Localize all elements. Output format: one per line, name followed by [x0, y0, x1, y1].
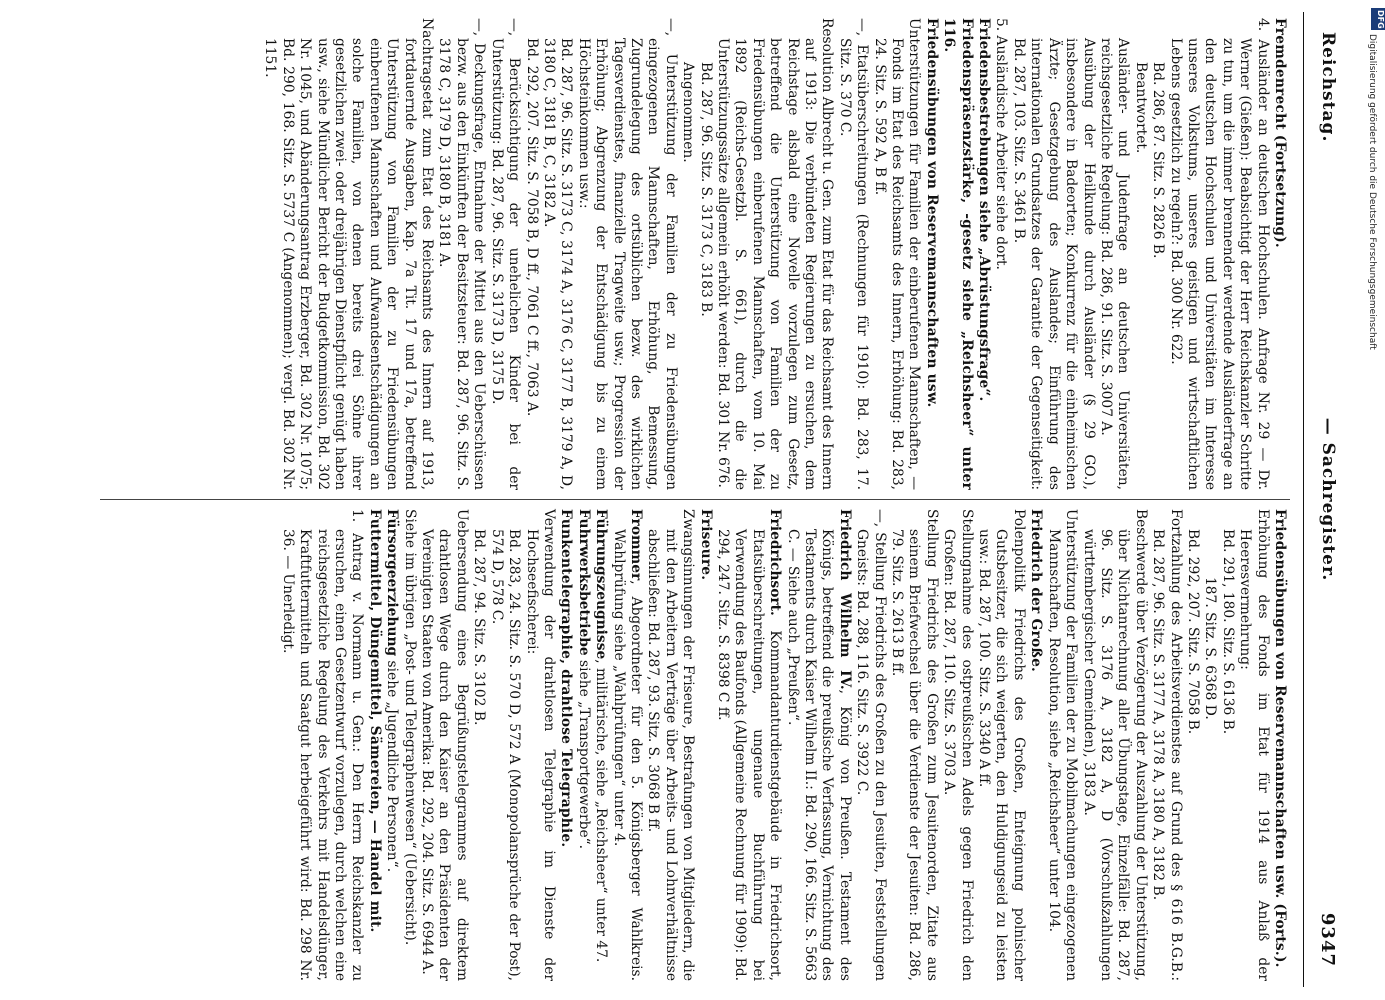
index-entry: Führungszeugnisse, militärische, siehe „Reichsheer“ unter 47.: [593, 509, 610, 963]
entry-heading: Futtermittel, Düngemittel, Sämereien, — Handel mit.: [366, 509, 383, 933]
index-entry: Beantwortet.: [1132, 62, 1149, 154]
entry-heading: Funkentelegraphie, drahtlose Telegraphie.: [558, 509, 575, 848]
index-entry: Nachtragsetat zum Etat des Reichsamts des Innern auf 1913, fortdauernde Ausgaben, Kap. 7a Tit. 17 und 17a, betreffend Unterstützung von Familien der zu Friedensübungen einberufenen Mannschaften und Aufwandsentschädigungen an solche Familien, von denen bereits drei Söhne ihrer gesetzlichen zwei- oder dreijährigen Dienstpflicht genügt haben usw., siehe Mündlicher Bericht der Budgetkommission, Bd. 302 Nr. 1045, und Abänderungsantrag Erzberger, Bd. 302 Nr. 1075; Bd. 290, 168. Sitz. S. 5737 C (Angenommen); vergl. Bd. 302 Nr. 1151.: [262, 18, 436, 490]
index-entry: Fortzahlung des Arbeitsverdienstes auf Grund des § 616 B.G.B.: Bd. 287, 96. Sitz. S. 3177 A, 3178 A, 3180 A, 3182 B.: [1150, 509, 1184, 981]
index-entry: Zwangsinnungen der Friseure, Bestrafungen von Mitgliedern, die mit den Arbeitern Verträge über Arbeits- und Lohnverhältnisse abschließen: Bd. 287, 93. Sitz. S. 3068 B ff.: [645, 509, 697, 981]
entry-heading: Friedrich der Große.: [1028, 509, 1045, 673]
index-entry: —, Berücksichtigung der unehelichen Kinder bei der Unterstützung: Bd. 287, 96. Sitz. S. 3173 D, 3175 D.: [488, 18, 523, 490]
index-entry: Bd. 287, 96. Sitz. S. 3173 C, 3174 A, 3176 C, 3177 B, 3179 A, D, 3180 C, 3181 B, C, 3182 A.: [540, 38, 575, 490]
index-entry: Bd. 291, 180. Sitz. S. 6136 B.: [1219, 529, 1236, 735]
column-divider: [100, 499, 1290, 500]
index-entry: Resolution Albrecht u. Gen. zum Etat für das Reichsamt des Innern auf 1913: Die verbündeten Regierungen zu ersuchen, dem Reichstage alsbald eine Novelle vorzulegen zum Gesetz, betreffend die Unterstützung von Familien der zu Friedensübungen einberufenen Mannschaften, vom 10. Mai 1892 (Reichs-Gesetzbl. S. 661), durch die die Unterstützungssätze allgemein erhöht werden: Bd. 301 Nr. 676.: [715, 18, 836, 490]
index-entry: —, Deckungsfrage, Entnahme der Mittel aus den Ueberschüssen bezw. aus den Einkünften der Besitzsteuer: Bd. 287, 96. Sitz. S. 3178 C, 3179 D, 3180 B, 3181 A.: [436, 18, 488, 490]
index-entry: Bd. 287, 94. Sitz. S. 3102 B.: [471, 529, 488, 726]
index-entry: Angenommen.: [680, 62, 697, 163]
entry-heading: Fremdenrecht (Fortsetzung).: [1272, 18, 1288, 248]
page-number: 9347: [1317, 912, 1338, 967]
digitization-credit: Digitalisierung gefördert durch die Deutsche Forschungsgemeinschaft: [1367, 34, 1377, 350]
index-entry: Bd. 283, 24. Sitz. S. 570 D, 572 A (Monopolansprüche der Post), 574 D, 578 C.: [488, 529, 523, 981]
index-entry: Unterstützungen für Familien der einberufenen Mannschaften, — Fonds im Etat des Reichsamts des Innern, Erhöhung: Bd. 283, 24. Sitz. S. 592 A, B ff.: [871, 18, 923, 490]
index-entry: 5. Ausländische Arbeiter siehe dort.: [993, 18, 1010, 270]
index-entry: Polenpolitik Friedrichs des Großen, Enteignung polnischer Gutsbesitzer, die sich weigerten, den Huldigungseid zu leisten usw.: Bd. 287, 100. Sitz. S. 3340 A ff.: [976, 509, 1027, 981]
index-entry: Siehe im übrigen „Post- und Telegraphenwesen“ (Uebersicht).: [401, 509, 418, 946]
left-column: [98, 18, 1288, 490]
index-entry: Fürsorgeerziehung siehe „Jugendliche Personen“.: [384, 509, 401, 873]
entry-heading: Friseure.: [697, 509, 714, 581]
page-header: [1303, 12, 1360, 987]
right-column: [98, 509, 1288, 981]
index-entry: 1. Antrag v. Normann u. Gen.: Den Herrn Reichskanzler zu ersuchen, einen Gesetzentwurf vorzulegen, durch welchen eine reichsgesetzliche Regelung des Verkehrs mit Handelsdünger, Kraftfuttermitteln und Saatgut herbeigeführt wird: Bd. 298 Nr. 36. — Unerledigt.: [279, 509, 366, 981]
index-entry: Bd. 292, 207. Sitz. S. 7058 B, D ff., 7061 C ff., 7063 A.: [523, 38, 540, 417]
index-entry: Bd. 287, 96. Sitz. S. 3173 C, 3183 B.: [697, 62, 714, 317]
dfg-logo: DFG: [1371, 8, 1385, 30]
entry-heading: Friedensübungen von Reservemannschaften usw.: [923, 18, 940, 408]
register-page: [90, 12, 1360, 987]
entry-heading: Friedensbestrebungen siehe „Abrüstungsfrage“.: [976, 18, 993, 402]
entry-heading: Friedensübungen von Reservemannschaften usw. (Forts.).: [1272, 509, 1288, 968]
index-entry: Unterstützung der Familien der zu Mobilmachungen eingezogenen Mannschaften, Resolution, siehe „Reichsheer“ unter 104.: [1045, 509, 1080, 981]
index-entry: —, Etatsüberschreitungen (Rechnungen für 1910): Bd. 283, 17. Sitz. S. 370 C.: [836, 18, 871, 490]
index-entry: Stellung Friedrichs des Großen zum Jesuitenorden, Zitate aus seinem Briefwechsel über die Verdienste der Jesuiten: Bd. 286, 79. Sitz. S. 2613 B ff.: [889, 509, 940, 981]
index-entry: Ausländer- und Judenfrage an deutschen Universitäten, reichsgesetzliche Regelung: Bd. 286, 91. Sitz. S. 3007 A.: [1097, 38, 1132, 490]
index-entry: Bd. 286, 87. Sitz. S. 2826 B.: [1150, 62, 1167, 259]
index-entry: Friedrichsort. Kommandanturdienstgebäude in Friedrichsort, Etatsüberschreitungen, ungenaue Buchführung bei Verwendung des Baufonds (Allgemeine Rechnung für 1909): Bd. 294, 247. Sitz. S. 8398 C ff.: [715, 509, 784, 981]
index-entry: Frommer, Abgeordneter für den 5. Königsberger Wahlkreis. Wahlprüfung siehe „Wahlprüfungen“ unter 4.: [610, 509, 644, 981]
index-entry: 187. Sitz. S. 6368 D.: [1202, 577, 1219, 720]
index-entry: Friedrich Wilhelm IV., König von Preußen. Testament des Königs, betreffend die preußische Verfassung, Vernichtung des Testaments durch Kaiser Wilhelm II.: Bd. 290, 166. Sitz. S. 5663 C. — Siehe auch „Preußen“.: [784, 509, 853, 981]
index-entry: Ausübung der Heilkunde durch Ausländer (§ 29 GO.), insbesondere in Badeorten; Konkurrenz für die einheimischen Ärzte; Gesetzgebung des Auslandes; Einführung des internationalen Grundsatzes der Garantie der Gegenseitigkeit: Bd. 287, 103. Sitz. S. 3461 B.: [1010, 38, 1097, 490]
index-entry: 4. Ausländer an deutschen Hochschulen. Anfrage Nr. 29 — Dr. Werner (Gießen): Beabsichtigt der Herr Reichskanzler Schritte zu tun, um die immer brennender werdende Ausländerfrage an den deutschen Hochschulen und Universitäten im Interesse unseres Volkstums, unseres geistigen und wirtschaftlichen Lebens gesetzlich zu regeln?: Bd. 300 Nr. 622.: [1167, 18, 1271, 490]
index-entry: Bd. 292, 207. Sitz. S. 7058 B.: [1184, 529, 1201, 735]
index-entry: Uebersendung eines Begrüßungstelegrammes auf direktem drahtlosen Wege durch den Kaiser an den Präsidenten der Vereinigten Staaten von Amerika: Bd. 292, 204. Sitz. S. 6944 A.: [419, 509, 470, 981]
header-center: — Sachregister.: [1318, 417, 1338, 582]
index-entry: Fuhrwerksbetriebe siehe „Transportgewerbe“.: [575, 509, 592, 850]
index-entry: Beschwerde über Verzögerung der Auszahlung der Unterstützung, über Nichtanrechnung aller Übungstage, Einzelfälle: Bd. 287, 96. Sitz. S. 3176 A, 3182 A, D (Vorschußzahlungen württembergischer Gemeinden), 3183 A.: [1080, 509, 1149, 981]
index-entry: Stellungnahme des ostpreußischen Adels gegen Friedrich den Großen: Bd. 287, 110. Sitz. S. 3703 A.: [941, 509, 975, 981]
index-entry: —, Unterstützung der Familien der zu Friedensübungen eingezogenen Mannschaften, Erhöhung, Bemessung, Zugrundelegung des ortsüblichen bezw. des wirklichen Tagesverdienstes, finanzielle Tragweite usw.; Progression der Erhöhung; Abgrenzung der Entschädigung bis zu einem Höchsteinkommen usw.:: [575, 18, 679, 490]
header-left: Reichstag.: [1318, 32, 1338, 143]
index-entry: —, Stellung Friedrichs des Großen zu den Jesuiten, Feststellungen Gneists: Bd. 288, 116. Sitz. S. 3922 C.: [854, 509, 888, 981]
index-entry: Verwendung der drahtlosen Telegraphie im Dienste der Hochseefischerei:: [523, 509, 557, 981]
index-entry: Erhöhung des Fonds im Etat für 1914 aus Anlaß der Heeresvermehrung:: [1237, 509, 1271, 981]
entry-heading: Friedenspräsenzstärke, -gesetz siehe „Reichsheer“ unter 116.: [941, 18, 975, 490]
